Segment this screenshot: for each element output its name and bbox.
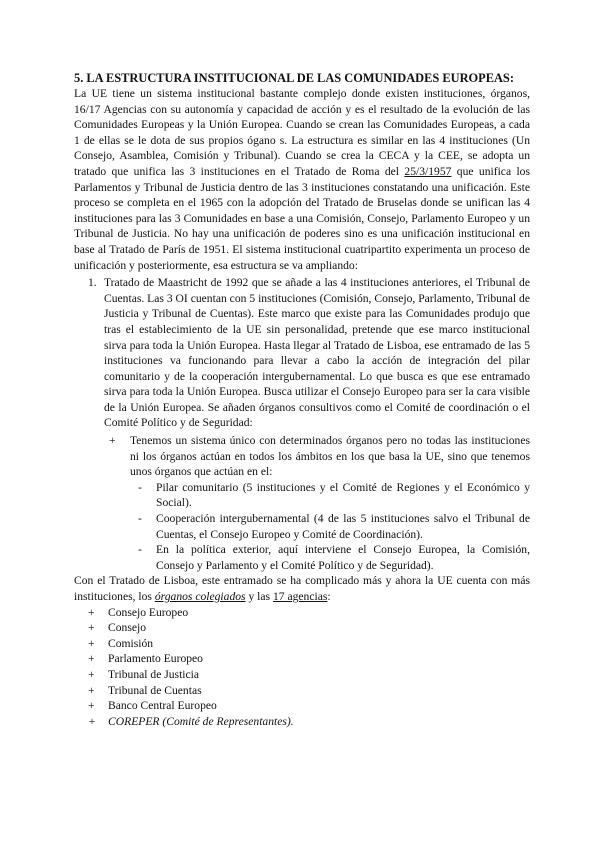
plus-bullet: + — [88, 636, 95, 650]
dash-text: Pilar comunitario (5 instituciones y el Comité de Regiones y el Económico y Social). — [156, 480, 530, 510]
list-item-maastricht — [74, 275, 530, 573]
agencias: 17 agencias — [272, 590, 328, 603]
intro-text-1: La UE tiene un sistema institucional bastante complejo donde existen instituciones, órganos, 16/17 Agencias con su autonomía y capacidad de acción y es el resultado de la evolución de las Comunidades Europeas y la Unión Europea. Cuando se crean las Comunidades Europeas, a cada 1 de ellas se le dota de sus propios ógano s. La estructura es similar en las 4 instituciones (Un Consejo, Asamblea, Comisión y Tribunal). Cuando se crea la CECA y la CEE, se adopta un tratado que unifica las 3 instituciones en el Tratado de Roma del — [74, 87, 530, 178]
list-item — [74, 651, 530, 667]
list-item — [74, 636, 530, 652]
dash-sublist — [130, 480, 530, 574]
institution-name: Consejo — [108, 621, 147, 635]
plus-bullet: + — [88, 605, 95, 619]
institution-name: Tribunal de Justicia — [108, 667, 200, 681]
organos-colegiados: órganos colegiados — [154, 590, 246, 603]
plus-bullet: + — [88, 714, 96, 728]
coreper-text: COREPER (Comité de Representantes). — [108, 714, 294, 728]
dash-text: Cooperación intergubernamental (4 de las 5 instituciones salvo el Tribunal de Cuentas, el Consejo Europeo y Comité de Coordinación). — [156, 512, 530, 541]
lisboa-text: Con el Tratado de Lisboa, este entramado se ha complicado más y ahora la UE cuenta con más instituciones, los — [74, 574, 530, 603]
institution-name: Comisión — [108, 636, 154, 650]
intro-paragraph — [74, 86, 530, 273]
intro-text-2: que unifica los Parlamentos y Tribunal de Justicia dentro de las 3 instituciones constatando una unificación. Este proceso se completa en el 1965 con la adopción del Tratado de Bruselas donde se unifican las 4 instituciones para las 3 Comunidades en base a una Comisión, Consejo, Parlamento Europeo y un Tribunal de Justicia. No hay una unificación de poderes sino es una unificación institucional en base al Tratado de París de 1951. El sistema institucional cuatripartito experimenta un proceso de unificación y posteriormente, esa estructura se va ampliando: — [74, 164, 530, 272]
dash-item-cooperacion — [130, 511, 530, 542]
section-heading: 5. LA ESTRUCTURA INSTITUCIONAL DE LAS COMUNIDADES EUROPEAS: — [74, 71, 514, 85]
dash-bullet: - — [138, 480, 142, 494]
plus-bullet: + — [109, 434, 116, 448]
treaty-date: 25/3/1957 — [404, 164, 452, 178]
numbered-list — [74, 275, 530, 573]
list-number: 1. — [88, 276, 97, 290]
institution-name: Consejo Europeo — [108, 605, 189, 619]
list-item-coreper — [74, 714, 530, 730]
plus-bullet: + — [88, 699, 95, 713]
plus-bullet: + — [88, 652, 95, 666]
institutions-list — [74, 605, 530, 730]
list-item — [74, 605, 530, 621]
dash-bullet: - — [138, 543, 142, 557]
list-item — [74, 683, 530, 699]
plus-bullet: + — [88, 621, 95, 635]
plus-bullet: + — [88, 667, 95, 681]
lisboa-end: : — [327, 590, 331, 603]
dash-text: En la política exterior, aquí interviene el Consejo Europea, la Comisión, Consejo y Parlamento y el Comité Político y de Seguridad). — [156, 543, 530, 572]
dash-item-pilar — [130, 480, 530, 511]
dash-bullet: - — [138, 512, 142, 526]
maastricht-text: Tratado de Maastricht de 1992 que se añade a las 4 instituciones anteriores, el Tribunal de Cuentas. Las 3 OI cuentan con 5 instituciones (Comisión, Consejo, Parlamento, Tribunal de Justicia y Tribunal de Cuentas). Este marco que existe para las Comunidades produjo que tras el establecimiento de la UE sin personalidad, pretende que ese marco institucional sirva para toda la Unión Europea. Hasta llegar al Tratado de Lisboa, ese entramado de las 5 instituciones va funcionando para llevar a cabo la acción de integración del pilar comunitario y de la cooperación intergubernamental. Lo que busca es que ese entramado sirva para toda la Unión Europea. Busca utilizar el Consejo Europeo para ser la cara visible de la Unión Europea. Se añaden órganos consultivos como el Comité de coordinación o el Comité Político y de Seguridad: — [104, 276, 530, 430]
list-item — [74, 620, 530, 636]
plus-bullet: + — [88, 683, 95, 697]
institution-name: Tribunal de Cuentas — [108, 683, 202, 697]
plus-sublist — [104, 433, 530, 573]
list-item — [74, 698, 530, 714]
plus-item-sistema — [104, 433, 530, 573]
institution-name: Parlamento Europeo — [108, 652, 203, 666]
lisboa-conj: y las — [248, 590, 271, 603]
list-item — [74, 667, 530, 683]
dash-item-politica-exterior — [130, 542, 530, 573]
lisboa-paragraph — [74, 573, 530, 604]
sistema-text: Tenemos un sistema único con determinados órganos pero no todas las instituciones ni los órganos actúan en todos los ámbitos en los que basa la UE, sino que tenemos unos órganos que actúan en el: — [130, 434, 530, 479]
institution-name: Banco Central Europeo — [108, 699, 217, 713]
